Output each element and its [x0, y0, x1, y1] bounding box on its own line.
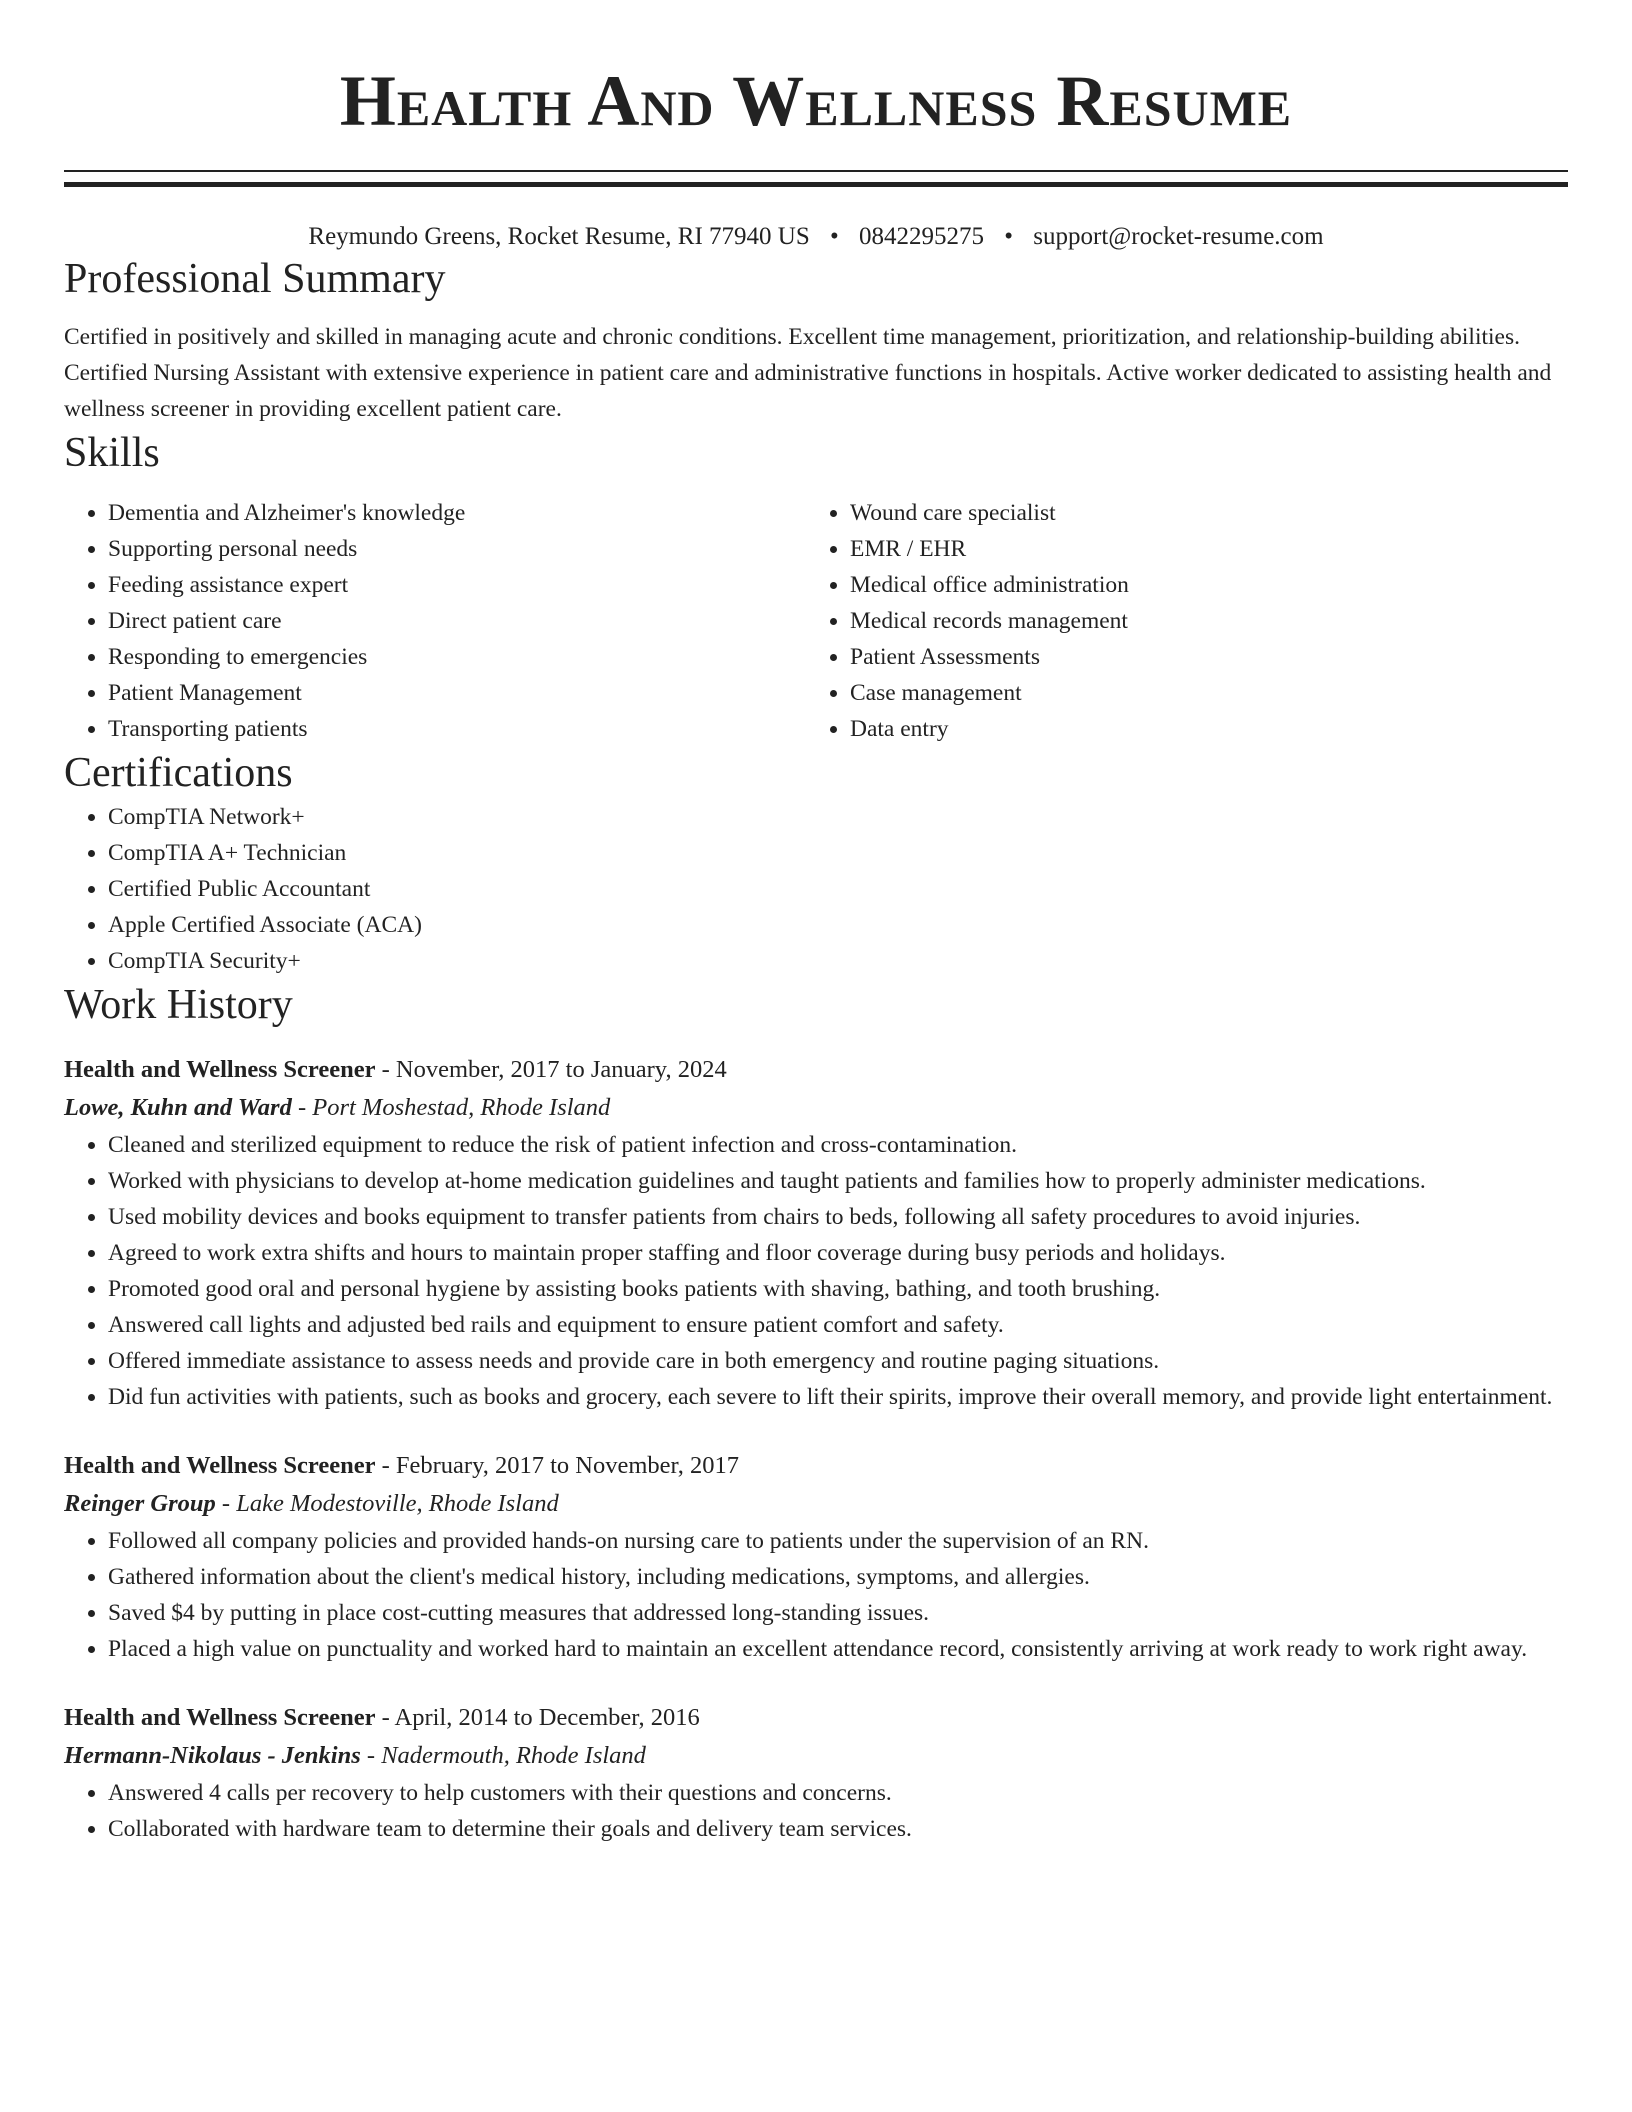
- skill-item: • Dementia and Alzheimer's knowledge: [108, 495, 806, 531]
- resume-title: Health And Wellness Resume: [339, 61, 1293, 141]
- job-duty: • Agreed to work extra shifts and hours to maintain proper staffing and floor coverage during busy periods and holidays.: [108, 1235, 1568, 1271]
- job-duty: • Offered immediate assistance to assess needs and provide care in both emergency and routine paging situations.: [108, 1343, 1568, 1379]
- summary-text: Certified in positively and skilled in managing acute and chronic conditions. Excellent time management, prioritization, and relationship-building abilities. Certified Nursing Assistant with extensive experience in patient care and administrative functions in hospitals. Active worker dedicated to assisting health and wellness screener in providing excellent patient care.: [64, 324, 1552, 422]
- job-duty: • Answered call lights and adjusted bed rails and equipment to ensure patient comfort and safety.: [108, 1307, 1568, 1343]
- job-duty: • Worked with physicians to develop at-home medication guidelines and taught patients and families how to properly administer medications.: [108, 1163, 1568, 1199]
- skills-column-right: [806, 495, 1548, 747]
- job-header: [64, 1699, 1568, 1737]
- skill-item: • Medical records management: [850, 603, 1548, 639]
- job-role: Health and Wellness Screener: [64, 1056, 376, 1083]
- skill-item: • Case management: [850, 675, 1548, 711]
- job-entry: [64, 1699, 1568, 1847]
- job-location: - Lake Modestoville, Rhode Island: [215, 1490, 559, 1517]
- skills-grid: [64, 495, 1568, 747]
- job-company-line: [64, 1089, 1568, 1127]
- job-location: - Port Moshestad, Rhode Island: [291, 1094, 611, 1121]
- job-duty: • Saved $4 by putting in place cost-cutting measures that addressed long-standing issues.: [108, 1595, 1568, 1631]
- job-duty: • Did fun activities with patients, such as books and grocery, each severe to lift their spirits, improve their overall memory, and provide light entertainment.: [108, 1379, 1568, 1415]
- job-role: Health and Wellness Screener: [64, 1452, 376, 1479]
- title-divider: [64, 170, 1568, 187]
- skill-item: • Direct patient care: [108, 603, 806, 639]
- job-dates: - February, 2017 to November, 2017: [375, 1452, 739, 1479]
- certification-item: • CompTIA Security+: [108, 943, 1568, 979]
- job-header: [64, 1447, 1568, 1485]
- job-header: [64, 1051, 1568, 1089]
- job-entry: [64, 1447, 1568, 1667]
- work-history-heading: Work History: [64, 982, 293, 1028]
- skills-list-right: [806, 495, 1548, 747]
- skill-item: • Medical office administration: [850, 567, 1548, 603]
- skill-item: • Feeding assistance expert: [108, 567, 806, 603]
- job-duties: [64, 1127, 1568, 1415]
- skill-item: • Responding to emergencies: [108, 639, 806, 675]
- certifications-list: [64, 799, 1568, 979]
- certification-item: • CompTIA Network+: [108, 799, 1568, 835]
- job-role: Health and Wellness Screener: [64, 1704, 376, 1731]
- contact-phone: 0842295275: [859, 223, 985, 250]
- job-duty: • Answered 4 calls per recovery to help customers with their questions and concerns.: [108, 1775, 1568, 1811]
- job-company: Lowe, Kuhn and Ward: [64, 1094, 292, 1121]
- job-dates: - November, 2017 to January, 2024: [375, 1056, 727, 1083]
- skill-item: • Data entry: [850, 711, 1548, 747]
- skill-item: • Patient Management: [108, 675, 806, 711]
- job-dates: - April, 2014 to December, 2016: [375, 1704, 700, 1731]
- contact-separator: •: [1004, 223, 1014, 250]
- skill-item: • EMR / EHR: [850, 531, 1548, 567]
- job-duty: • Gathered information about the client's medical history, including medications, symptoms, and allergies.: [108, 1559, 1568, 1595]
- job-duties: [64, 1775, 1568, 1847]
- certification-item: • Apple Certified Associate (ACA): [108, 907, 1568, 943]
- job-company-line: [64, 1485, 1568, 1523]
- job-entry: [64, 1051, 1568, 1415]
- skill-item: • Transporting patients: [108, 711, 806, 747]
- contact-email[interactable]: support@rocket-resume.com: [1033, 223, 1324, 250]
- contact-address: Reymundo Greens, Rocket Resume, RI 77940 US: [308, 223, 810, 250]
- contact-separator: •: [830, 223, 839, 250]
- job-duty: • Cleaned and sterilized equipment to reduce the risk of patient infection and cross-contamination.: [108, 1127, 1568, 1163]
- skills-heading: Skills: [64, 430, 160, 476]
- contact-line: [64, 221, 1568, 253]
- skill-item: • Supporting personal needs: [108, 531, 806, 567]
- job-duty: • Collaborated with hardware team to determine their goals and delivery team services.: [108, 1811, 1568, 1847]
- certifications-heading: Certifications: [64, 750, 293, 796]
- job-duties: [64, 1523, 1568, 1667]
- summary-heading: Professional Summary: [64, 256, 446, 302]
- job-location: - Nadermouth, Rhode Island: [360, 1742, 646, 1769]
- job-company: Reinger Group: [64, 1490, 216, 1517]
- skill-item: • Wound care specialist: [850, 495, 1548, 531]
- skills-column-left: [64, 495, 806, 747]
- job-company-line: [64, 1737, 1568, 1775]
- job-company: Hermann-Nikolaus - Jenkins: [64, 1742, 361, 1769]
- skills-list-left: [64, 495, 806, 747]
- skill-item: • Patient Assessments: [850, 639, 1548, 675]
- certification-item: • Certified Public Accountant: [108, 871, 1568, 907]
- job-duty: • Placed a high value on punctuality and worked hard to maintain an excellent attendance record, consistently arriving at work ready to work right away.: [108, 1631, 1568, 1667]
- job-duty: • Followed all company policies and provided hands-on nursing care to patients under the supervision of an RN.: [108, 1523, 1568, 1559]
- job-duty: • Used mobility devices and books equipment to transfer patients from chairs to beds, following all safety procedures to avoid injuries.: [108, 1199, 1568, 1235]
- job-duty: • Promoted good oral and personal hygiene by assisting books patients with shaving, bathing, and tooth brushing.: [108, 1271, 1568, 1307]
- certification-item: • CompTIA A+ Technician: [108, 835, 1568, 871]
